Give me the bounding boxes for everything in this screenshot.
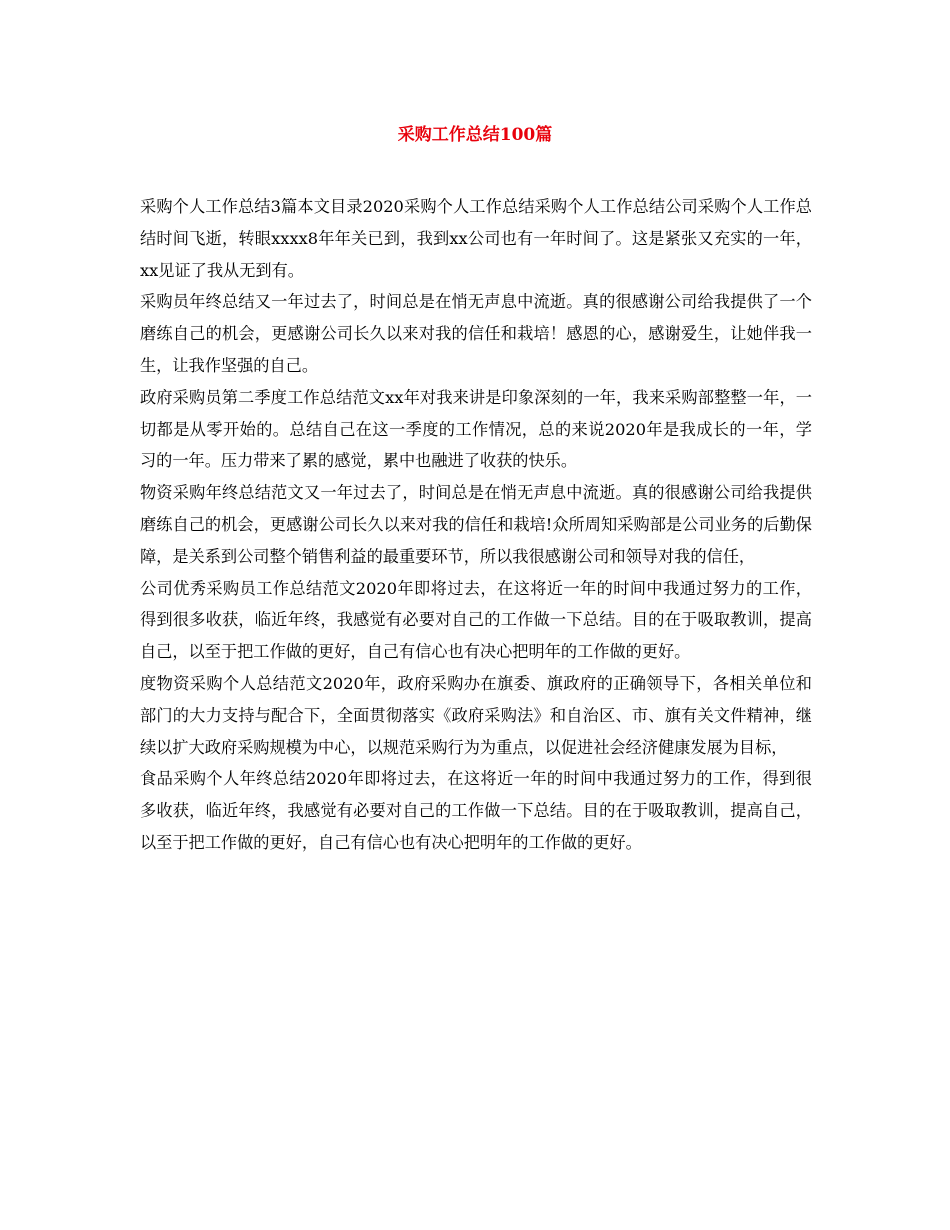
- paragraph-6: 度物资采购个人总结范文2020年，政府采购办在旗委、旗政府的正确领导下，各相关单位和部门的大力支持与配合下，全面贯彻落实《政府采购法》和自治区、市、旗有关文件精神，继续以扩大政府采购规模为中心，以规范采购行为为重点，以促进社会经济健康发展为目标，: [140, 673, 812, 757]
- paragraph-2: 采购员年终总结又一年过去了，时间总是在悄无声息中流逝。真的很感谢公司给我提供了一个磨练自己的机会，更感谢公司长久以来对我的信任和栽培！感恩的心，感谢爱生，让她伴我一生，让我作坚强的自己。: [140, 292, 812, 375]
- paragraph-3: 政府采购员第二季度工作总结范文xx年对我来讲是印象深刻的一年，我来采购部整整一年，一切都是从零开始的。总结自己在这一季度的工作情况，总的来说2020年是我成长的一年，学习的一年。压力带来了累的感觉，累中也融进了收获的快乐。: [140, 387, 812, 471]
- document-title: 采购工作总结100篇: [397, 125, 553, 145]
- paragraph-7: 食品采购个人年终总结2020年即将过去，在这将近一年的时间中我通过努力的工作，得到很多收获，临近年终，我感觉有必要对自己的工作做一下总结。目的在于吸取教训，提高自己，以至于把工作做的更好，自己有信心也有决心把明年的工作做的更好。: [140, 769, 812, 852]
- paragraph-5: 公司优秀采购员工作总结范文2020年即将过去，在这将近一年的时间中我通过努力的工作，得到很多收获，临近年终，我感觉有必要对自己的工作做一下总结。目的在于吸取教训，提高自己，以至于把工作做的更好，自己有信心也有决心把明年的工作做的更好。: [140, 578, 812, 662]
- paragraph-1: 采购个人工作总结3篇本文目录2020采购个人工作总结采购个人工作总结公司采购个人工作总结时间飞逝，转眼xxxx8年年关已到，我到xx公司也有一年时间了。这是紧张又充实的一年，xx见证了我从无到有。: [140, 197, 812, 280]
- paragraph-4: 物资采购年终总结范文又一年过去了，时间总是在悄无声息中流逝。真的很感谢公司给我提供磨练自己的机会，更感谢公司长久以来对我的信任和栽培!众所周知采购部是公司业务的后勤保障，是关系到公司整个销售利益的最重要环节，所以我很感谢公司和领导对我的信任，: [140, 483, 812, 566]
- document-body: [140, 191, 812, 859]
